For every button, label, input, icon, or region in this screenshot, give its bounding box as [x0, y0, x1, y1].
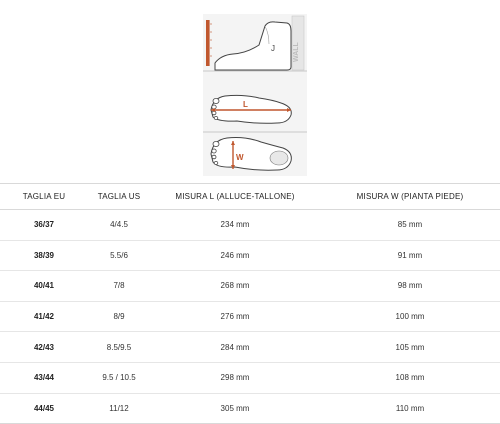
side-view-panel [203, 16, 307, 71]
cell-us-size: 9.5 / 10.5 [88, 362, 150, 393]
cell-width: 100 mm [320, 301, 500, 332]
cell-width: 85 mm [320, 210, 500, 241]
cell-width: 108 mm [320, 362, 500, 393]
foot-measurement-illustration [203, 14, 307, 176]
wall-label: WALL [293, 42, 300, 62]
ruler-icon [206, 20, 210, 66]
table-row [0, 210, 500, 241]
cell-us-size: 4/4.5 [88, 210, 150, 241]
table-row [0, 301, 500, 332]
cell-length: 305 mm [150, 393, 320, 424]
table-row [0, 271, 500, 302]
header-length: MISURA L (ALLUCE-TALLONE) [150, 184, 320, 210]
foot-top-length-icon [211, 95, 291, 123]
cell-length: 234 mm [150, 210, 320, 241]
cell-length: 276 mm [150, 301, 320, 332]
cell-width: 105 mm [320, 332, 500, 363]
table-header-row [0, 184, 500, 210]
table-row [0, 362, 500, 393]
length-view-panel [203, 95, 307, 132]
cell-us-size: 8.5/9.5 [88, 332, 150, 363]
table-row [0, 393, 500, 424]
foot-side-icon [215, 22, 291, 70]
header-us-size: TAGLIA US [88, 184, 150, 210]
length-letter: L [243, 100, 248, 109]
cell-us-size: 5.5/6 [88, 240, 150, 271]
cell-eu-size: 38/39 [0, 240, 88, 271]
table-row [0, 240, 500, 271]
table-row [0, 332, 500, 363]
cell-width: 110 mm [320, 393, 500, 424]
cell-us-size: 8/9 [88, 301, 150, 332]
heel-area [270, 151, 288, 165]
header-width: MISURA W (PIANTA PIEDE) [320, 184, 500, 210]
cell-eu-size: 42/43 [0, 332, 88, 363]
cell-length: 284 mm [150, 332, 320, 363]
cell-width: 98 mm [320, 271, 500, 302]
width-view-panel [211, 138, 291, 171]
header-eu-size: TAGLIA EU [0, 184, 88, 210]
cell-us-size: 11/12 [88, 393, 150, 424]
cell-eu-size: 43/44 [0, 362, 88, 393]
cell-eu-size: 44/45 [0, 393, 88, 424]
cell-length: 298 mm [150, 362, 320, 393]
cell-length: 246 mm [150, 240, 320, 271]
cell-eu-size: 41/42 [0, 301, 88, 332]
cell-length: 268 mm [150, 271, 320, 302]
cell-eu-size: 36/37 [0, 210, 88, 241]
side-letter: J [271, 44, 275, 53]
size-chart-table [0, 183, 500, 424]
width-letter: W [236, 153, 244, 162]
cell-eu-size: 40/41 [0, 271, 88, 302]
cell-us-size: 7/8 [88, 271, 150, 302]
cell-width: 91 mm [320, 240, 500, 271]
